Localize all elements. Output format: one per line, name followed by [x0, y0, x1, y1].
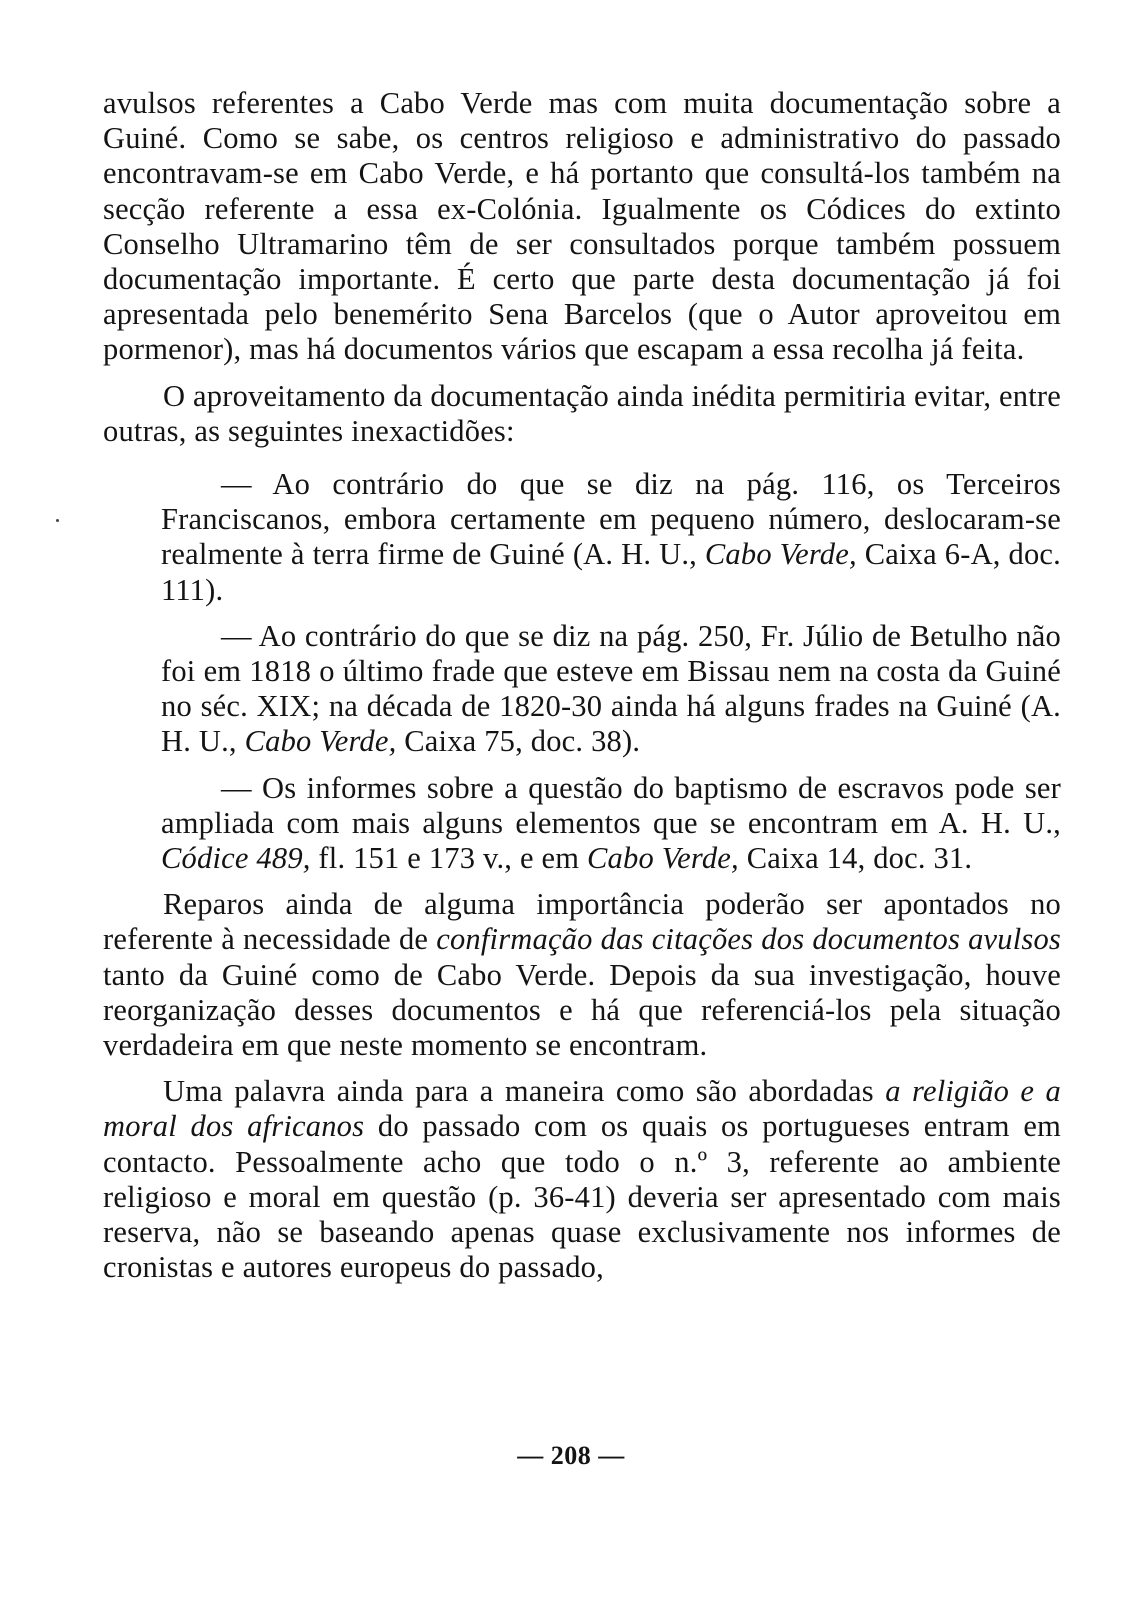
dash-item-3: [161, 771, 1061, 877]
page-text: [103, 86, 1061, 1286]
page-number: — 208 —: [517, 1441, 625, 1470]
paragraph-4: [103, 1074, 1061, 1285]
paragraph-4-text-end: do passado com os quais os portugueses entram em contacto. Pessoalmente acho que todo o n.º 3, referente ao ambiente religioso e moral em questão (p. 36-41) deveria ser apresentado com mais reserva, não se baseando apenas quase exclusivamente nos informes de cronistas e autores europeus do passado,: [103, 1109, 1061, 1285]
paragraph-3-italic: confirmação das citações dos documentos avulsos: [436, 922, 1062, 957]
paragraph-1-text: avulsos referentes a Cabo Verde mas com muita documentação sobre a Guiné. Como se sabe, os centros religioso e administrativo do passado encontravam-se em Cabo Verde, e há portanto que consultá-los também na secção referente a essa ex-Colónia. Igualmente os Códices do extinto Conselho Ultramarino têm de ser consultados porque também possuem documentação importante. É certo que parte desta documentação já foi apresentada pelo benemérito Sena Barcelos (que o Autor aproveitou em pormenor), mas há documentos vários que escapam a essa recolha já feita.: [103, 86, 1061, 367]
dash-item-3-italic-codice: Códice 489,: [161, 841, 311, 876]
dash-item-2-text-end: Caixa 75, doc. 38).: [396, 724, 641, 759]
dash-item-3-text-mid: fl. 151 e 173 v., e em: [310, 841, 588, 876]
dash-item-1: [161, 467, 1061, 608]
dash-item-3-italic-cabo-verde: Cabo Verde,: [587, 841, 739, 876]
dash-item-1-text: — Ao contrário do que se diz na pág. 116, os Terceiros Franciscanos, embora certamente em pequeno número, deslocaram-se realmente à terra firme de Guiné (A. H. U.,: [161, 467, 1061, 572]
dash-item-1-italic: Cabo Verde,: [704, 537, 857, 572]
paragraph-3: [103, 887, 1061, 1063]
dash-item-2-text: — Ao contrário do que se diz na pág. 250, Fr. Júlio de Betulho não foi em 1818 o último frade que esteve em Bissau nem na costa da Guiné no séc. XIX; na década de 1820-30 ainda há alguns frades na Guiné (A. H. U.,: [161, 618, 1061, 759]
dash-item-2-italic: Cabo Verde,: [244, 724, 397, 759]
paragraph-3-text: Reparos ainda de alguma importância poderão ser apontados no referente à necessidade de: [103, 887, 1061, 957]
paragraph-3-text-end: tanto da Guiné como de Cabo Verde. Depois da sua investigação, houve reorganização desses documentos e há que referenciá-los pela situação verdadeira em que neste momento se encontram.: [103, 957, 1061, 1063]
paragraph-2-text: O aproveitamento da documentação ainda inédita permitiria evitar, entre outras, as seguintes inexactidões:: [103, 378, 1061, 448]
paragraph-4-italic: a religião e a moral dos africanos: [103, 1074, 1061, 1144]
paragraph-4-text: Uma palavra ainda para a maneira como são abordadas: [163, 1074, 886, 1109]
dash-item-1-text-end: Caixa 6-A, doc. 111).: [161, 537, 1061, 607]
dash-item-2: [161, 619, 1061, 760]
dash-item-3-text: — Os informes sobre a questão do baptismo de escravos pode ser ampliada com mais alguns elementos que se encontram em A. H. U.,: [161, 770, 1061, 840]
dash-item-3-text-end: Caixa 14, doc. 31.: [738, 841, 973, 876]
print-speck: [56, 519, 59, 522]
paragraph-1: [103, 86, 1061, 368]
paragraph-2: [103, 379, 1061, 449]
